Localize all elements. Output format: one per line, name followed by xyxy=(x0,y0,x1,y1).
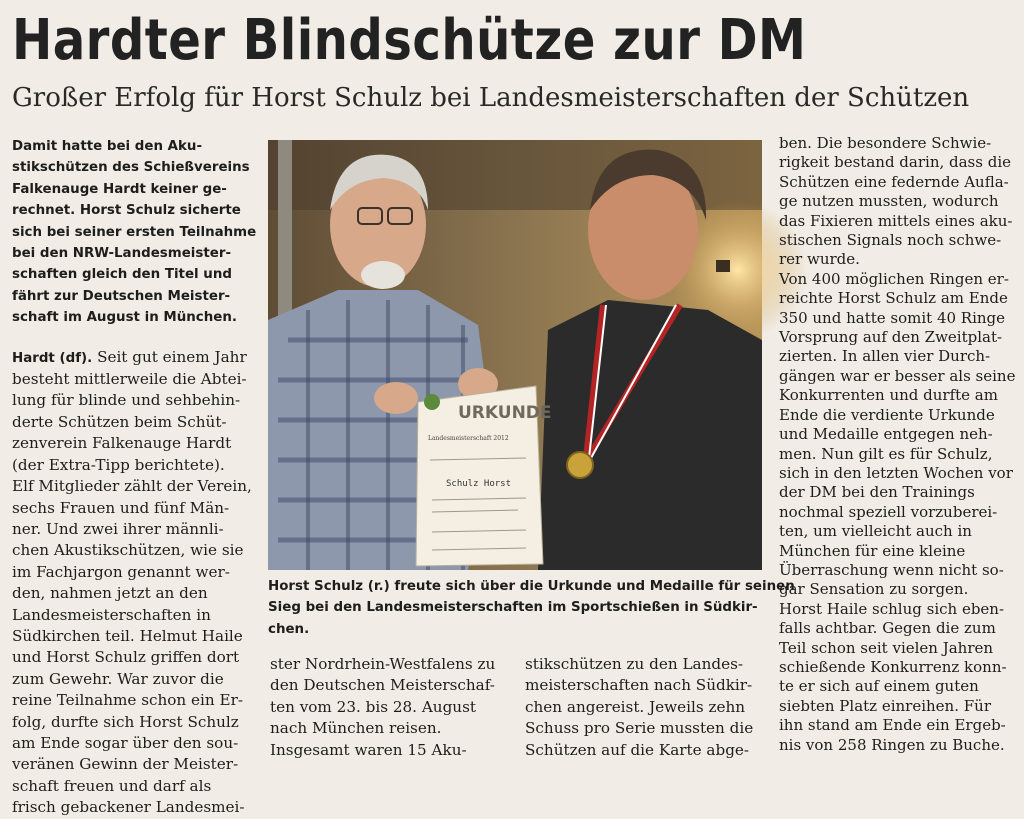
certificate-name: Schulz Horst xyxy=(446,479,512,489)
body-line: und Medaille entgegen neh- xyxy=(779,425,993,444)
body-line: und Horst Schulz griffen dort xyxy=(12,648,240,667)
body-line: Ende die verdiente Urkunde xyxy=(779,405,995,424)
certificate-line: Landesmeisterschaft 2012 xyxy=(428,435,509,442)
headline: Hardter Blindschütze zur DM xyxy=(12,8,807,73)
body-line: ster Nordrhein-Westfalens zu xyxy=(270,655,496,673)
body-line: Horst Haile schlug sich eben- xyxy=(779,599,1005,618)
lead-paragraph xyxy=(12,136,264,329)
body-line: im Fachjargon genannt wer- xyxy=(12,562,230,581)
column-2 xyxy=(270,654,514,758)
body-line: ge nutzen mussten, wodurch xyxy=(779,192,999,211)
body-line: schießende Konkurrenz konn- xyxy=(779,657,1007,676)
body-line: ten, um vielleicht auch in xyxy=(779,522,972,541)
lead-line: rechnet. Horst Schulz sicherte xyxy=(12,203,241,219)
body-line: München für eine kleine xyxy=(779,541,966,560)
body-line: folg, durfte sich Horst Schulz xyxy=(12,712,239,731)
dateline: Hardt (df). xyxy=(12,350,93,366)
body-line: chen Akustikschützen, wie sie xyxy=(12,541,244,560)
certificate xyxy=(416,386,552,566)
body-line: Überraschung wenn nicht so- xyxy=(779,560,1004,579)
body-line: besteht mittlerweile die Abtei- xyxy=(12,370,247,389)
article-photo xyxy=(268,140,762,570)
body-line: Südkirchen teil. Helmut Haile xyxy=(12,626,243,645)
body-line: ten vom 23. bis 28. August xyxy=(270,697,476,716)
body-line: ben. Die besondere Schwie- xyxy=(779,134,992,152)
column-4 xyxy=(779,134,1019,758)
body-line: zierten. In allen vier Durch- xyxy=(779,347,991,366)
lead-line: bei den NRW-Landesmeister- xyxy=(12,246,232,262)
lead-line: schaft im August in München. xyxy=(12,310,237,326)
body-line: gar Sensation zu sorgen. xyxy=(779,580,969,599)
body-line: stikschützen zu den Landes- xyxy=(525,655,744,673)
body-line: veränen Gewinn der Meister- xyxy=(12,755,239,774)
body-line: reine Teilnahme schon ein Er- xyxy=(12,691,243,710)
body-text: Seit gut einem Jahr xyxy=(97,347,247,366)
body-line: lung für blinde und sehbehin- xyxy=(12,391,241,410)
body-line: sich in den letzten Wochen vor xyxy=(779,463,1013,482)
caption-line: Sieg bei den Landesmeisterschaften im Sportschießen in Südkir- xyxy=(268,600,758,616)
column-3 xyxy=(525,654,769,758)
body-line: schaft freuen und darf als xyxy=(12,776,212,795)
body-line: zum Gewehr. War zuvor die xyxy=(12,669,224,688)
body-line: Schuss pro Serie mussten die xyxy=(525,719,754,738)
column-1 xyxy=(12,136,264,817)
body-line: Elf Mitglieder zählt der Verein, xyxy=(12,477,252,496)
body-line: falls achtbar. Gegen die zum xyxy=(779,619,996,638)
body-line: reichte Horst Schulz am Ende xyxy=(779,289,1008,308)
body-line: sechs Frauen und fünf Män- xyxy=(12,498,230,517)
body-line: rer wurde. xyxy=(779,250,860,269)
body-line: Teil schon seit vielen Jahren xyxy=(779,638,994,657)
lead-line: stikschützen des Schießvereins xyxy=(12,160,250,176)
body-line: den Deutschen Meisterschaf- xyxy=(270,676,495,695)
body-line: te er sich auf einem guten xyxy=(779,677,979,696)
body-line: nach München reisen. xyxy=(270,719,442,738)
certificate-title: URKUNDE xyxy=(458,403,552,423)
body-line: Schützen auf die Karte abge- xyxy=(525,740,750,759)
body-line: ner. Und zwei ihrer männli- xyxy=(12,519,224,538)
body-line: 350 und hatte somit 40 Ringe xyxy=(779,308,1006,327)
body-line: frisch gebackener Landesmei- xyxy=(12,798,245,817)
body-line: Insgesamt waren 15 Aku- xyxy=(270,740,467,759)
body-line: rigkeit bestand darin, dass die xyxy=(779,153,1012,172)
body-line: nochmal speziell vorzuberei- xyxy=(779,502,998,521)
body-line: siebten Platz einreihen. Für xyxy=(779,696,991,715)
body-line: stischen Signals noch schwe- xyxy=(779,231,1002,250)
body-line: Schützen eine federnde Aufla- xyxy=(779,172,1009,191)
body-line: am Ende sogar über den sou- xyxy=(12,733,239,752)
body-line: den, nahmen jetzt an den xyxy=(12,584,208,603)
body-line xyxy=(12,347,264,369)
caption-line: Horst Schulz (r.) freute sich über die Urkunde und Medaille für seinen xyxy=(268,579,795,594)
body-line: Von 400 möglichen Ringen er- xyxy=(779,269,1009,288)
lead-line: fährt zur Deutschen Meister- xyxy=(12,288,231,304)
body-line: zenverein Falkenauge Hardt xyxy=(12,434,232,453)
body-line: gängen war er besser als seine xyxy=(779,366,1016,385)
lead-line: sich bei seiner ersten Teilnahme xyxy=(12,224,257,240)
lead-line: schaften gleich den Titel und xyxy=(12,267,232,283)
caption-line: chen. xyxy=(268,621,310,637)
body-line: derte Schützen beim Schüt- xyxy=(12,412,227,431)
lead-line: Damit hatte bei den Aku- xyxy=(12,139,203,154)
body-line: (der Extra-Tipp berichtete). xyxy=(12,455,225,474)
lead-line: Falkenauge Hardt keiner ge- xyxy=(12,181,227,197)
body-line: Vorsprung auf den Zweitplat- xyxy=(779,328,1003,347)
body-line: meisterschaften nach Südkir- xyxy=(525,676,753,695)
body-line: das Fixieren mittels eines aku- xyxy=(779,211,1013,230)
body-line: ihn stand am Ende ein Ergeb- xyxy=(779,716,1006,735)
photo-caption xyxy=(268,576,795,640)
subheadline: Großer Erfolg für Horst Schulz bei Landesmeisterschaften der Schützen xyxy=(12,83,970,113)
body-line: der DM bei den Trainings xyxy=(779,483,975,502)
body-line: chen angereist. Jeweils zehn xyxy=(525,697,746,716)
body-line: nis von 258 Ringen zu Buche. xyxy=(779,735,1005,754)
photo-illustration xyxy=(268,140,762,570)
body-line: men. Nun gilt es für Schulz, xyxy=(779,444,993,463)
body-line: Konkurrenten und durfte am xyxy=(779,386,998,405)
body-line: Landesmeisterschaften in xyxy=(12,605,211,624)
